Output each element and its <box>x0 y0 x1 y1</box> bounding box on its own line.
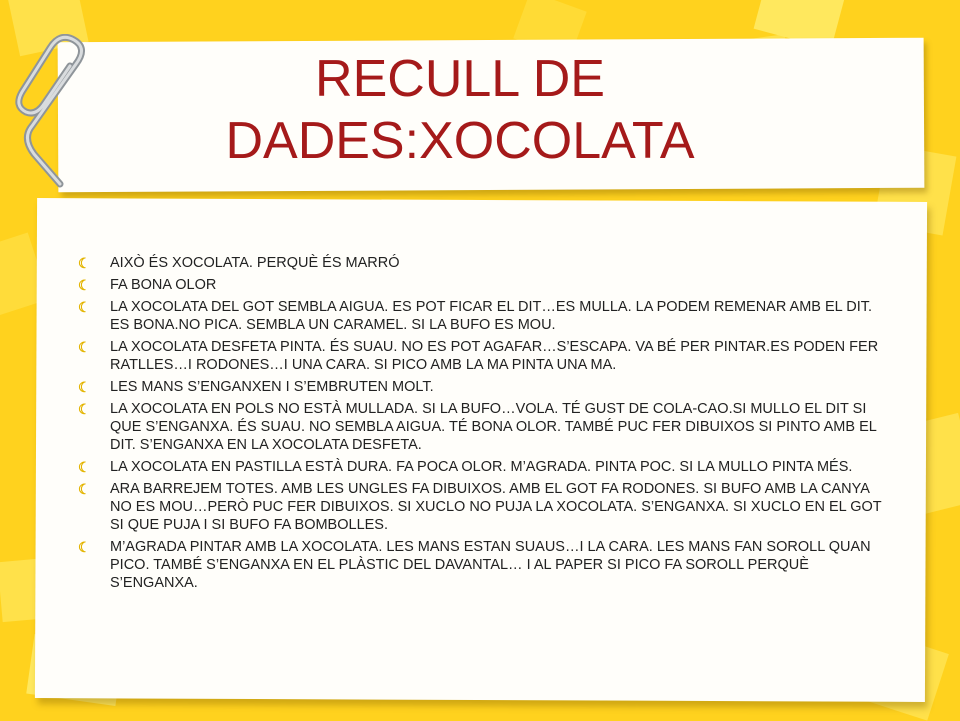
list-item <box>78 538 884 592</box>
bullet-icon: ☾ <box>78 277 91 293</box>
bullet-icon: ☾ <box>78 401 91 417</box>
list-item <box>78 480 884 534</box>
bullet-icon: ☾ <box>78 459 91 475</box>
paperclip-icon <box>14 34 94 194</box>
list-item-text: LA XOCOLATA DEL GOT SEMBLA AIGUA. ES POT FICAR EL DIT…ES MULLA. LA PODEM REMENAR AMB EL DIT. ES BONA.NO PICA. SEMBLA UN CARAMEL. SI LA BUFO ES MOU. <box>110 299 873 333</box>
list-item <box>78 298 884 334</box>
list-item <box>78 276 884 294</box>
list-item <box>78 338 884 374</box>
list-item-text: M’AGRADA PINTAR AMB LA XOCOLATA. LES MANS ESTAN SUAUS…I LA CARA. LES MANS FAN SOROLL QUAN PICO. TAMBÉ S’ENGANXA EN EL PLÀSTIC DEL DAVANTAL… I AL PAPER SI PICO FA SOROLL PERQUÈ S’ENGANXA. <box>110 539 871 591</box>
list-item-text: AIXÒ ÉS XOCOLATA. PERQUÈ ÉS MARRÓ <box>110 255 400 271</box>
bullet-icon: ☾ <box>78 379 91 395</box>
list-item <box>78 458 884 476</box>
bullet-icon: ☾ <box>78 255 91 271</box>
list-item <box>78 400 884 454</box>
slide-title <box>120 48 800 172</box>
bullet-list <box>78 254 884 596</box>
list-item-text: LA XOCOLATA DESFETA PINTA. ÉS SUAU. NO ES POT AGAFAR…S’ESCAPA. VA BÉ PER PINTAR.ES PODEN FER RATLLES…I RODONES…I UNA CARA. SI PICO AMB LA MA PINTA UNA MA. <box>110 339 879 373</box>
list-item-text: ARA BARREJEM TOTES. AMB LES UNGLES FA DIBUIXOS. AMB EL GOT FA RODONES. SI BUFO AMB LA CANYA NO ES MOU…PERÒ PUC FER DIBUIXOS. SI XUCLO NO PUJA LA XOCOLATA. S’ENGANXA. SI XUCLO EN EL GOT SI QUE PUJA I SI BUFO FA BOMBOLLES. <box>110 481 882 533</box>
list-item-text: LES MANS S’ENGANXEN I S’EMBRUTEN MOLT. <box>110 379 434 395</box>
bullet-icon: ☾ <box>78 539 91 555</box>
bullet-icon: ☾ <box>78 481 91 497</box>
list-item <box>78 254 884 272</box>
title-line-1: RECULL DE <box>315 50 605 108</box>
list-item-text: LA XOCOLATA EN PASTILLA ESTÀ DURA. FA POCA OLOR. M’AGRADA. PINTA POC. SI LA MULLO PINTA MÉS. <box>110 459 853 475</box>
list-item-text: LA XOCOLATA EN POLS NO ESTÀ MULLADA. SI LA BUFO…VOLA. TÉ GUST DE COLA-CAO.SI MULLO EL DIT SI QUE S’ENGANXA. ÉS SUAU. NO SEMBLA AIGUA. TÉ BONA OLOR. TAMBÉ PUC FER DIBUIXOS SI PINTO AMB EL DIT. S’ENGANXA EN LA XOCOLATA DESFETA. <box>110 401 877 453</box>
bullet-icon: ☾ <box>78 299 91 315</box>
title-line-2: DADES:XOCOLATA <box>225 112 695 170</box>
list-item <box>78 378 884 396</box>
bullet-icon: ☾ <box>78 339 91 355</box>
list-item-text: FA BONA OLOR <box>110 277 217 293</box>
